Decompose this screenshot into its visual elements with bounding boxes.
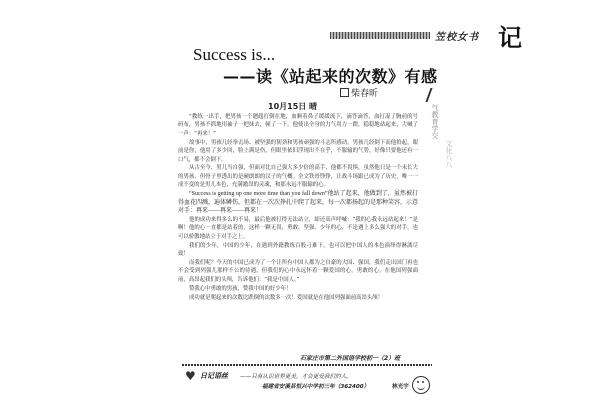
entry-date: 10月15日 晴 — [268, 102, 318, 111]
author-line — [340, 86, 378, 99]
diary-footer — [182, 364, 432, 394]
footer-quote: ——只有认识世界更美，才会更爱我们的人。 — [240, 374, 352, 380]
sidebar-text-faint: 文化八八 — [445, 140, 453, 168]
footer-address: 福建省安溪县恒兴中学初三年（362400） — [262, 384, 370, 390]
paragraph: 故事中，男孩几经拳击场、被坚强的韧劲和男孩顽强的斗志所感动，男孩几经倒下而他拾起，眼前是你，他用了多少回，脸上满是伤，但眼里依旧浮现出不在乎，不服输的气势，好像只要他还有一口气，都不会倒下。 — [178, 139, 418, 163]
paragraph: 从古至今，男儿当自强，但面对比自己强大多少倍的高手，他都不畏惧，虽然他只是一个未长大的男孩，但骨子里透出的是硬朗朗的汉子的气概。全文铁骨铮铮，让战斗场跟已成为了历史，唯一一成不变的是男儿本色，充满激昂的灵魂，和那永远不服输的心。 — [178, 165, 418, 189]
footer-label: 日记语丝 — [200, 372, 228, 380]
column-header — [330, 22, 560, 52]
article-title-en: Success is... — [193, 45, 276, 64]
column-char: 记 — [498, 23, 522, 52]
sidebar-text: 气教育学交 — [431, 104, 439, 139]
sidebar-decoration — [428, 88, 468, 178]
footer-rule — [182, 364, 432, 366]
school-line: 石家庄市第二外国语学校初一（2）班 — [300, 355, 401, 362]
ink-stroke-icon — [425, 88, 442, 102]
article-title-zh: ——读《站起来的次数》有感 — [223, 67, 438, 86]
header-band — [330, 32, 430, 39]
article-body — [178, 113, 418, 302]
teacher-name: 林光宇 — [392, 384, 409, 390]
column-mark: 笠校女书 — [435, 32, 479, 43]
paragraph: 赞我心中勇敢的男孩，赞我中国的好少年！ — [189, 285, 292, 292]
paragraph: “Success is getting up one more time than you fall down”他站了起来，他做到了，虽然被打得血花四溅，遍体鳞伤，但都在一次次挣扎中爬了起来，每一次都扬起的是那种笑容，示意对手：再来——再来——再来！ — [178, 191, 419, 214]
paragraph: “教练一出手，把男孩一个趔趄打倒在地，血顺着鼻子缓缓流下，滴答滴答，血打湿了胸前的号码布，男孩不抓地用袖子一把抹去，顿了一下，他使出全身的力气用力一蹬，稳稳地站起来，大喊了一声：“再来！” — [178, 114, 418, 137]
paragraph: 我们的少年，中国的少年，在遇到外籍教练百般刁难下，也可以把中国人的本色演绎得淋漓尽致！ — [178, 242, 418, 257]
paragraph: 成功就是爬起来的次数比跌倒的次数多一次！爱国就是在他国列强面前高昂头颅！ — [189, 294, 384, 301]
author-box-icon — [340, 88, 349, 97]
paragraph: 他的成功来得多么的不易，最后他被打得无法站立，却还高声呼喊：“我的心我永远站起来！”是啊！他的心一直都是站着的，这样一颗无畏、勇敢、坚强、少年的心，不论遇上多么强大的对手，也可以骄傲地站立于对手之上。 — [178, 216, 418, 240]
author-name: 柴春昕 — [351, 89, 379, 99]
smiley-face-icon — [412, 376, 430, 394]
paragraph: 而我们呢？今天的中国已成为了一个让所有中国人都为之自豪的大国、强国，我们走出国门再也不会受到列强儿那样不公的待遇，但我们的心中永远怀着一颗爱国的心，勇敢的心，在他国列强面前，高昂起我们的头颅，告诉他们：“我是中国人。” — [178, 259, 418, 283]
heart-icon: ♥ — [185, 369, 196, 383]
